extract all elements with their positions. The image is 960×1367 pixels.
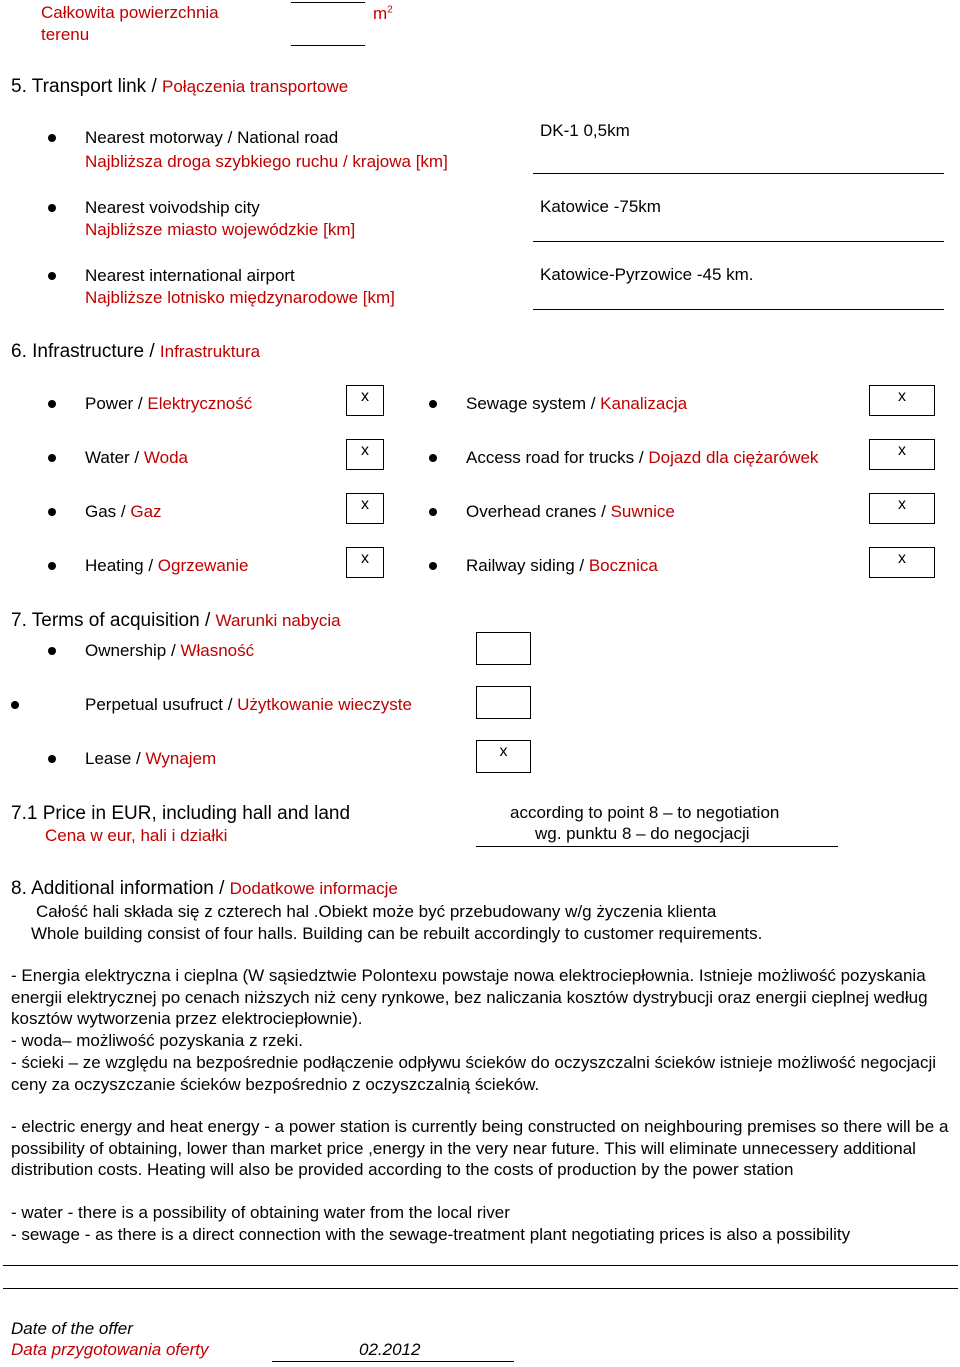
infra-gas: Gas / Gaz bbox=[85, 502, 162, 521]
date-value: 02.2012 bbox=[359, 1340, 421, 1359]
transport-motorway-pl: Najbliższa droga szybkiego ruchu / krajowa [km] bbox=[85, 152, 448, 171]
additional-summary-pl: Całość hali składa się z czterech hal .Obiekt może być przebudowany w/g życzenia klienta bbox=[36, 902, 717, 921]
price-heading-pl: Cena w eur, hali i działki bbox=[45, 826, 228, 845]
bullet-icon bbox=[48, 134, 56, 142]
infra-water: Water / Woda bbox=[85, 448, 188, 467]
bullet-icon bbox=[48, 647, 56, 655]
infra-cranes-checkbox[interactable]: x bbox=[869, 493, 935, 524]
infra-sewage-checkbox[interactable]: x bbox=[869, 385, 935, 416]
terms-heading: 7. Terms of acquisition / Warunki nabycia bbox=[11, 610, 341, 631]
additional-pl-sewage: - ścieki – ze względu na bezpośrednie podłączenie odpływu ścieków do oczyszczalni ścieków istnieje możliwość negocjacji ceny za oczyszczanie ścieków bezpośrednio z oczyszczalnią ścieków. bbox=[11, 1053, 937, 1094]
additional-en-water: - water - there is a possibility of obtaining water from the local river bbox=[11, 1203, 510, 1222]
infra-heating: Heating / Ogrzewanie bbox=[85, 556, 249, 575]
additional-en-energy: - electric energy and heat energy - a power station is currently being constructed on neighbouring premises so there will be a possibility of obtaining, lower than market price ,energy in the very near future. This will eliminate unnecessery additional distribution costs. Heating will also be provided according to the costs of production by the power station bbox=[11, 1117, 949, 1180]
area-label-line1: Całkowita powierzchnia bbox=[41, 3, 219, 22]
infra-water-checkbox[interactable]: x bbox=[346, 439, 384, 470]
date-label-pl: Data przygotowania oferty bbox=[11, 1340, 209, 1359]
infra-gas-checkbox[interactable]: x bbox=[346, 493, 384, 524]
additional-pl-energy: - Energia elektryczna i cieplna (W sąsiedztwie Polontexu powstaje nowa elektrociepłownia. Istnieje możliwość pozyskania energii elektrycznej po cenach niższych niż ceny rynkowe, bez naliczania kosztów dystrybucji oraz energii cieplnej według kosztów wytworzenia przez elektrociepłownie). bbox=[11, 966, 928, 1029]
infra-power-checkbox[interactable]: x bbox=[346, 385, 384, 416]
bullet-icon bbox=[429, 508, 437, 516]
additional-heading: 8. Additional information / Dodatkowe informacje bbox=[11, 878, 398, 899]
additional-summary-en: Whole building consist of four halls. Building can be rebuilt accordingly to customer requirements. bbox=[31, 924, 763, 943]
infra-access-road-checkbox[interactable]: x bbox=[869, 439, 935, 470]
price-value-line bbox=[476, 846, 838, 847]
transport-airport-value: Katowice-Pyrzowice -45 km. bbox=[540, 265, 754, 284]
infra-power: Power / Elektryczność bbox=[85, 394, 253, 413]
bullet-icon bbox=[48, 508, 56, 516]
infra-railway-checkbox[interactable]: x bbox=[869, 547, 935, 578]
bullet-icon bbox=[11, 701, 19, 709]
transport-motorway-line bbox=[533, 173, 944, 174]
bullet-icon bbox=[48, 755, 56, 763]
divider-line bbox=[3, 1265, 958, 1266]
infra-cranes: Overhead cranes / Suwnice bbox=[466, 502, 675, 521]
date-label-en: Date of the offer bbox=[11, 1319, 133, 1338]
transport-airport-line bbox=[533, 309, 944, 310]
bullet-icon bbox=[48, 562, 56, 570]
bullet-icon bbox=[48, 272, 56, 280]
transport-city-value: Katowice -75km bbox=[540, 197, 661, 216]
price-value-line1: according to point 8 – to negotiation bbox=[510, 803, 780, 822]
divider-line bbox=[3, 1288, 958, 1289]
terms-usufruct-checkbox[interactable] bbox=[476, 686, 531, 719]
infra-railway: Railway siding / Bocznica bbox=[466, 556, 658, 575]
bullet-icon bbox=[429, 562, 437, 570]
terms-lease: Lease / Wynajem bbox=[85, 749, 217, 768]
bullet-icon bbox=[48, 400, 56, 408]
transport-motorway-en: Nearest motorway / National road bbox=[85, 128, 339, 147]
infra-heating-checkbox[interactable]: x bbox=[346, 547, 384, 578]
transport-motorway-value: DK-1 0,5km bbox=[540, 121, 630, 140]
transport-airport-pl: Najbliższe lotnisko międzynarodowe [km] bbox=[85, 288, 395, 307]
bullet-icon bbox=[429, 454, 437, 462]
transport-city-pl: Najbliższe miasto wojewódzkie [km] bbox=[85, 220, 356, 239]
additional-pl-water: - woda– możliwość pozyskania z rzeki. bbox=[11, 1031, 303, 1050]
bullet-icon bbox=[429, 400, 437, 408]
additional-en-sewage: - sewage - as there is a direct connection with the sewage-treatment plant negotiating prices is also a possibility bbox=[11, 1225, 851, 1244]
area-line-top bbox=[291, 2, 365, 3]
price-heading: 7.1 Price in EUR, including hall and land bbox=[11, 803, 351, 824]
bullet-icon bbox=[48, 204, 56, 212]
price-value-line2: wg. punktu 8 – do negocjacji bbox=[535, 824, 750, 843]
terms-ownership-checkbox[interactable] bbox=[476, 632, 531, 665]
transport-city-en: Nearest voivodship city bbox=[85, 198, 260, 217]
transport-city-line bbox=[533, 241, 944, 242]
infra-access-road: Access road for trucks / Dojazd dla ciężarówek bbox=[466, 448, 819, 467]
date-value-line bbox=[272, 1361, 514, 1362]
transport-heading: 5. Transport link / Połączenia transportowe bbox=[11, 76, 349, 97]
bullet-icon bbox=[48, 454, 56, 462]
area-value-line bbox=[291, 45, 365, 46]
infrastructure-heading: 6. Infrastructure / Infrastruktura bbox=[11, 341, 261, 362]
infra-sewage: Sewage system / Kanalizacja bbox=[466, 394, 688, 413]
area-unit: $m^2$ bbox=[373, 4, 393, 23]
terms-lease-checkbox[interactable]: x bbox=[476, 740, 531, 773]
transport-airport-en: Nearest international airport bbox=[85, 266, 295, 285]
area-label-line2: terenu bbox=[41, 25, 90, 44]
terms-ownership: Ownership / Własność bbox=[85, 641, 255, 660]
terms-usufruct: Perpetual usufruct / Użytkowanie wieczyste bbox=[85, 695, 412, 714]
